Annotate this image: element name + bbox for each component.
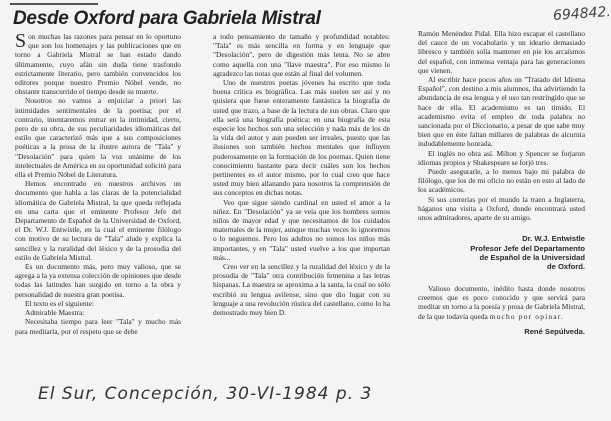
column-3 xyxy=(418,29,585,336)
signature-title: Profesor Jefe del Departamento xyxy=(470,243,585,253)
handwritten-source-note: El Sur, Concepción, 30-VI-1984 p. 3 xyxy=(38,384,373,404)
signature-title: de Oxford. xyxy=(547,262,585,272)
paragraph: Es un documento más, pero muy valioso, que se agrega a la ya extensa colección de opiniones que desde todas las latitudes han surgido en torno a la obra y personalidad de nuestra gran poetisa. xyxy=(15,262,181,299)
paragraph: a todo pensamiento de tamaño y profundidad notables: "Tala" es más sencilla en forma y en lenguaje que "Desolación", pero de digestión más lenta. No se abre como aquella con una "llave maestra". Por eso mismo le agradezco las notas que están al final del volumen. xyxy=(213,32,390,78)
paragraph: Puedo asegurarle, a lo menos bajo mi palabra de filólogo, que los de mi oficio no están en esto al lado de los académicos. xyxy=(418,167,585,195)
closing-text: Valioso documento, inédito hasta donde nosotros creemos que es poco conocido y que servirá para meditar en torno a la poesía y prosa de Gabriela Mistral, de la que todavía queda xyxy=(418,283,585,321)
header-rule xyxy=(10,3,98,5)
drop-cap: S xyxy=(15,30,27,52)
closing-spaced-text: mucho por opinar. xyxy=(489,311,565,321)
paragraph: El inglés no obra así. Milton y Spencer se forjaron idiomas propios y Shakespeare se forjó tres. xyxy=(418,148,585,167)
handwritten-reference-number: 694842. xyxy=(552,3,611,25)
paragraph: Al escribir hace pocos años un "Tratado del Idioma Español", con destino a mis alumnos, iba advirtiendo la abundancia de esa lengua y el uso tan restringido que se hace de ella. El academismo es tan tímido. El academismo evita el empleo de toda palabra no sancionada por el Diccionario, a pesar de que sabe muy bien que en éste faltan millares de palabras de alcurnia indudablemente honrada. xyxy=(418,75,585,149)
paragraph: Ramón Menéndez Pidal. Ella hizo escapar el castellano del cauce de un vocabulario y un ideario demasiado libresco y también solía mantener en pie los arcaísmos del español, con inmensa ventaja para las generaciones que vienen. xyxy=(418,29,585,75)
paragraph xyxy=(15,32,181,96)
article-title: Desde Oxford para Gabriela Mistral xyxy=(13,8,321,29)
paragraph: Necesitaba tiempo para leer "Tala" y mucho más para meditarla, por el respeto que se debe xyxy=(15,317,181,336)
signature-name: Dr. W.J. Entwistle xyxy=(522,234,585,244)
paragraph-text: on muchas las razones para pensar en lo oportuno que son los homenajes y las publicaciones que en torno a Gabriela Mistral se han estado dando últimamente, cuyo afán sin duda tiene trasfondo estrictamente literario, pero también convencidos los editores porque nuestro Premio Nóbel vende, no obstante transcurrido el tiempo desde su muerte. xyxy=(15,32,181,97)
paragraph: Nosotros no vamos a enjuiciar a priori las intimidades sentimentales de la poetisa; por el contrario, intentaremos entrar en la intimidad, cierto, pero de su obra, de sus peculiaridades idiomáticas del estilo que caracterizó más que a sus composiciones poéticas a la prosa de la ilustre autora de "Tala" y "Desolación" para quien la voz unánime de los intelectuales de América en su oportunidad solicitó para ella el Premio Nóbel de Literatura. xyxy=(15,96,181,180)
closing-paragraph xyxy=(418,284,585,321)
letter-signature xyxy=(418,234,585,272)
paragraph: Uno de nuestros poetas jóvenes ha escrito que toda buena crítica es biográfica. Las más suelen ser así y no quisiera que fuese enteramente fantástica la biografía de usted que trazo, a base de la lectura de sus obras. Claro que ella será una biografía poética; en una biografía de esta especie los hechos son una selección y nada más de los de la vida del autor y aun pueden ser irreales, puesto que las ilusiones son también hechos mentales que influyen poderosamente en la formación de los poemas. Quien tiene conocimiento bastante para decir cuáles son los hechos pertinentes es el autor mismo, por lo cual creo que hace usted muy bien allanando para nosotros la comprensión de sus conceptos en dichas notas. xyxy=(213,78,390,198)
column-2 xyxy=(213,32,390,317)
paragraph: Veo que sigue siendo cardinal en usted el amor a la niñez. En "Desolación" ya se veía que los hombres somos niños de mayor edad y que necesitamos de los cuidados maternales de la mujer, aunque muchas veces lo ignoremos o lo neguemos. Pero los adultos no somos los niños más importantes, y en "Tala" usted vuelve a los que importan más... xyxy=(213,197,390,262)
paragraph: El texto es el siguiente: xyxy=(25,298,94,308)
article-author: René Sepúlveda. xyxy=(524,326,585,336)
signature-title: de Español de la Universidad xyxy=(479,253,585,263)
paragraph: Hemos encontrado en nuestros archivos un documento que habla a las claras de la potencialidad idiomática de Gabriela Mistral, la que queda reflejada en una carta que el eminente Profesor Jefe del Departamento de Español de la Universidad de Oxford, el Dr. W.J. Entwistle, en la cual el eminente filólogo con motivo de su lectura de "Tala" alude y explica la sencillez y la ruralidad del léxico y de la prosodia del estilo de Gabriela Mistral. xyxy=(15,179,181,262)
paragraph: Si sus correrías por el mundo la traen a Inglaterra, háganos una visita a Oxford, donde encontrará usted unos admiradores, aparte de su amigo. xyxy=(418,194,585,223)
letter-salutation: Admirable Maestra: xyxy=(25,308,85,318)
paragraph: Creo ver en la sencillez y la ruralidad del léxico y de la prosodia de "Tala" otra contribución femenina a las letras hispanas. La maestra se aproxima a la santa, la cual no sólo escribió su lengua avilense, sino que dio lugar con su lenguaje a una revolución rústica del castellano, como lo ha demostrado muy bien D. xyxy=(213,262,390,318)
column-1 xyxy=(15,32,181,336)
